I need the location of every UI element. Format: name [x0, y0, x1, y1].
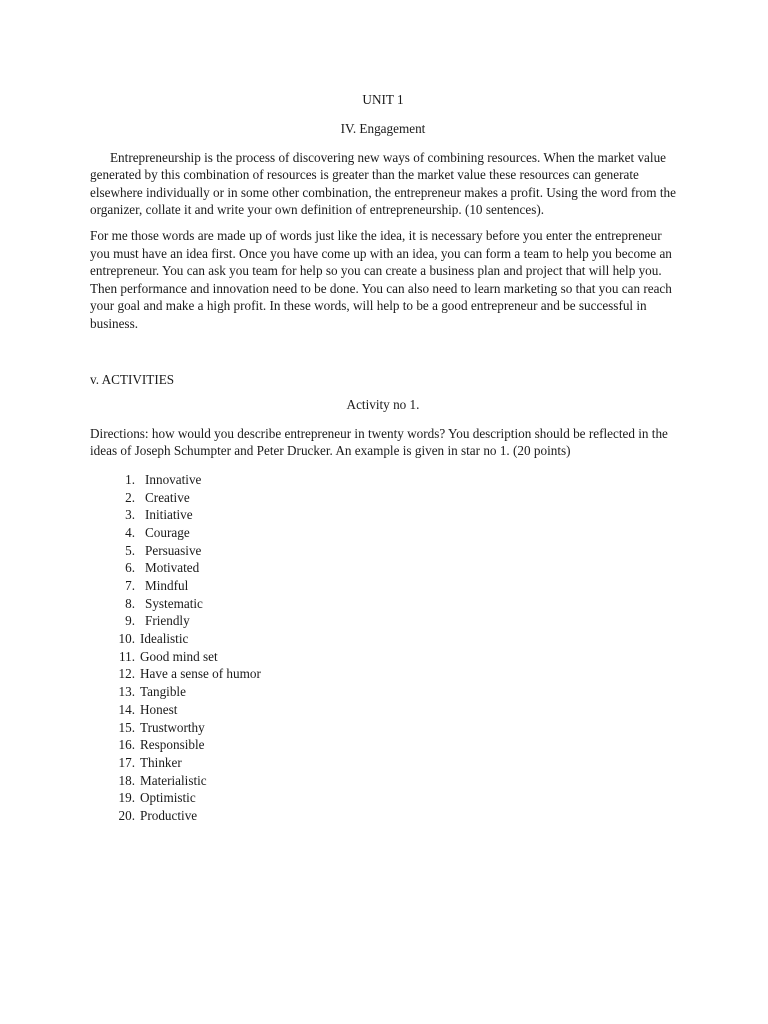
word-spacer — [135, 506, 145, 524]
word-text: Materialistic — [140, 772, 207, 788]
word-list-item — [90, 524, 676, 542]
word-spacer — [135, 489, 145, 507]
word-list-item — [90, 542, 676, 560]
word-list-item — [90, 595, 676, 613]
engagement-paragraph: Entrepreneurship is the process of discovering new ways of combining resources. When the market value generated by this combination of resources is greater than the market value these resources can generate elsewhere individually or in some other combination, the entrepreneur makes a profit. Using the word from the organizer, collate it and write your own definition of entrepreneurship. (10 sentences). — [90, 149, 676, 218]
word-number: 15. — [118, 719, 135, 735]
word-number: 18. — [118, 772, 135, 788]
word-list-item — [90, 577, 676, 595]
word-list-item — [90, 630, 676, 648]
word-list-item — [90, 736, 676, 754]
word-text: Honest — [140, 701, 178, 717]
word-list-item — [90, 754, 676, 772]
word-text: Systematic — [145, 595, 203, 611]
word-list-item — [90, 648, 676, 666]
word-number: 8. — [125, 595, 135, 611]
word-list-item — [90, 807, 676, 825]
word-number: 10. — [118, 631, 135, 647]
word-spacer — [135, 612, 145, 630]
word-spacer — [135, 542, 145, 560]
word-number: 19. — [118, 790, 135, 806]
word-text: Courage — [145, 524, 190, 540]
word-number: 3. — [125, 507, 135, 523]
document-page — [90, 91, 676, 825]
word-number: 2. — [125, 489, 135, 505]
word-number: 20. — [118, 807, 135, 823]
word-list-item — [90, 489, 676, 507]
word-text: Friendly — [145, 613, 190, 629]
word-list-item — [90, 683, 676, 701]
word-list-item — [90, 471, 676, 489]
word-list-item — [90, 719, 676, 737]
word-list-item — [90, 612, 676, 630]
word-spacer — [135, 559, 145, 577]
word-text: Idealistic — [140, 631, 189, 647]
activities-heading: v. ACTIVITIES — [90, 371, 175, 387]
word-text: Have a sense of humor — [140, 666, 261, 682]
word-text: Good mind set — [140, 648, 218, 664]
word-number: 14. — [118, 701, 135, 717]
word-list-item — [90, 772, 676, 790]
word-number: 12. — [118, 666, 135, 682]
word-list-item — [90, 559, 676, 577]
word-list — [90, 471, 676, 825]
word-list-item — [90, 789, 676, 807]
word-text: Thinker — [140, 754, 182, 770]
word-text: Motivated — [145, 560, 200, 576]
word-number: 5. — [125, 542, 135, 558]
word-number: 6. — [125, 560, 135, 576]
word-list-item — [90, 701, 676, 719]
word-text: Persuasive — [145, 542, 202, 558]
word-text: Responsible — [140, 737, 205, 753]
word-text: Optimistic — [140, 790, 196, 806]
word-text: Mindful — [145, 578, 189, 594]
word-number: 9. — [125, 613, 135, 629]
word-number: 4. — [125, 524, 135, 540]
word-number: 17. — [118, 754, 135, 770]
word-list-item — [90, 665, 676, 683]
word-number: 11. — [119, 648, 135, 664]
word-number: 7. — [125, 578, 135, 594]
directions-paragraph: Directions: how would you describe entrepreneur in twenty words? You description should be reflected in the ideas of Joseph Schumpter and Peter Drucker. An example is given in star no 1. (20 points) — [90, 425, 668, 459]
word-number: 16. — [118, 737, 135, 753]
engagement-title: IV. Engagement — [340, 121, 426, 136]
word-text: Trustworthy — [140, 719, 205, 735]
word-spacer — [135, 471, 145, 489]
word-text: Productive — [140, 807, 198, 823]
word-spacer — [135, 524, 145, 542]
word-spacer — [135, 577, 145, 595]
word-text: Tangible — [140, 684, 186, 700]
activity-title: Activity no 1. — [346, 397, 420, 413]
answer-paragraph: For me those words are made up of words just like the idea, it is necessary before you enter the entrepreneur you must have an idea first. Once you have come up with an idea, you can form a team to help you become an entrepreneur. You can ask you team for help so you can create a business plan and project that will help you. Then performance and innovation need to be done. You can also need to learn marketing so that you can reach your goal and make a high profit. In these words, will help to be a good entrepreneur and be successful in business. — [90, 227, 672, 331]
word-text: Creative — [145, 489, 190, 505]
word-text: Innovative — [145, 471, 202, 487]
word-spacer — [135, 595, 145, 613]
unit-title: UNIT 1 — [362, 92, 404, 107]
word-number: 1. — [125, 471, 135, 487]
word-text: Initiative — [145, 507, 193, 523]
word-list-item — [90, 506, 676, 524]
word-number: 13. — [118, 684, 135, 700]
